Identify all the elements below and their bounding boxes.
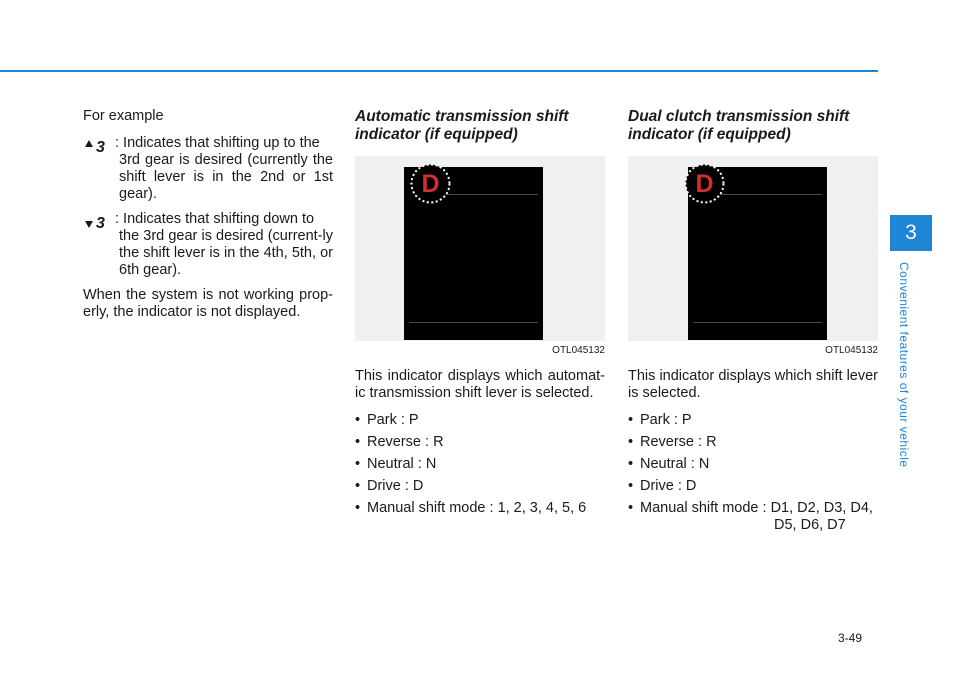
figure-caption: OTL045132 [552, 345, 605, 356]
list-item-manual [628, 500, 878, 534]
svg-text:3: 3 [96, 215, 105, 232]
dual-clutch-heading: Dual clutch transmission shift indicator (if equipped) [628, 108, 850, 143]
shift-up-item [83, 135, 333, 203]
intro-text: For example [83, 108, 164, 124]
column-example [83, 108, 333, 331]
top-rule [0, 70, 878, 72]
gear-d-indicator-icon [683, 162, 726, 205]
list-item: • Neutral : N [355, 456, 605, 473]
column-automatic [355, 108, 605, 522]
shift-down-desc: the 3rd gear is desired (current-ly the shift lever is in the 4th, 5th, or 6th gear). [119, 228, 333, 278]
column-dual-clutch [628, 108, 878, 539]
svg-text:D: D [695, 170, 714, 198]
svg-text:D: D [421, 170, 440, 198]
manual-mode-line2: D5, D6, D7 [774, 517, 846, 533]
chapter-title: Convenient features of your vehicle [897, 262, 911, 468]
gear-d-indicator-icon [409, 162, 452, 205]
dual-clutch-description: This indicator displays which shift lever is selected. [628, 368, 878, 401]
automatic-heading: Automatic transmission shift indicator (if equipped) [355, 108, 569, 143]
not-working-note: When the system is not working prop-erly, the indicator is not displayed. [83, 287, 333, 320]
shift-up-arrow-icon [83, 135, 115, 159]
list-item: • Park : P [355, 412, 605, 429]
figure-caption: OTL045132 [825, 345, 878, 356]
display-divider [409, 322, 538, 323]
automatic-gear-list [355, 412, 605, 517]
svg-text:3: 3 [96, 139, 105, 156]
manual-mode-line1: • Manual shift mode : D1, D2, D3, D4, [640, 500, 873, 516]
shift-down-line1: : Indicates that shifting down to [115, 211, 315, 227]
list-item: • Manual shift mode : 1, 2, 3, 4, 5, 6 [355, 500, 605, 517]
chapter-tab: 3 [890, 215, 932, 251]
automatic-description: This indicator displays which automat-ic transmission shift lever is selected. [355, 368, 605, 401]
shift-down-arrow-icon [83, 211, 115, 235]
page-number: 3-49 [838, 631, 863, 645]
list-item: • Park : P [628, 412, 878, 429]
list-item: • Drive : D [628, 478, 878, 495]
dual-clutch-gear-list [628, 412, 878, 534]
list-item: • Reverse : R [355, 434, 605, 451]
shift-up-line1: : Indicates that shifting up to the [115, 135, 320, 151]
list-item: • Reverse : R [628, 434, 878, 451]
display-divider [693, 322, 822, 323]
list-item: • Neutral : N [628, 456, 878, 473]
dual-clutch-figure [628, 156, 878, 356]
shift-up-desc: 3rd gear is desired (currently the shift lever is in the 2nd or 1st gear). [119, 152, 333, 202]
shift-down-item [83, 211, 333, 279]
list-item: • Drive : D [355, 478, 605, 495]
automatic-figure [355, 156, 605, 356]
